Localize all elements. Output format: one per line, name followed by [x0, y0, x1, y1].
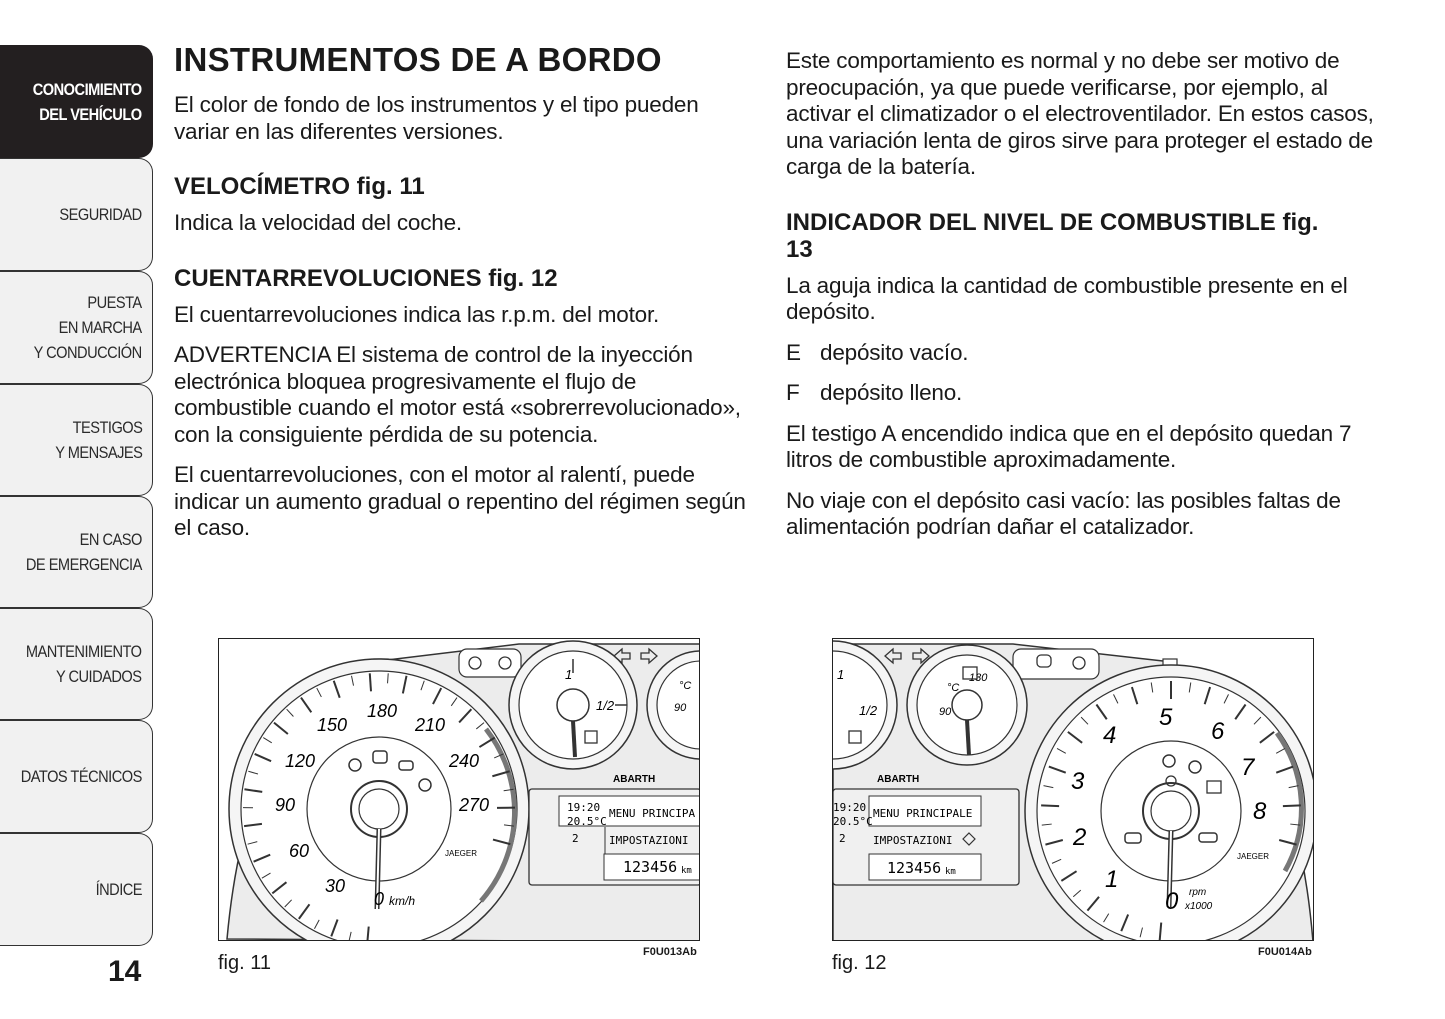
lcd-settings: IMPOSTAZIONI: [609, 834, 689, 847]
brand-logo: ABARTH: [877, 774, 920, 785]
definition-key: E: [786, 339, 801, 365]
speed-label-0: 0: [374, 889, 385, 909]
tab-label: EN CASO DE EMERGENCIA: [26, 530, 143, 574]
tab-en-caso-de-emergencia[interactable]: [0, 496, 153, 608]
temperature-unit: °C: [679, 680, 692, 692]
light-icons-panel: [459, 649, 521, 677]
lcd-time: 19:20: [833, 801, 867, 814]
speed-label-150: 150: [317, 715, 348, 735]
fuel-label-half: 1/2: [596, 698, 615, 713]
left-column: [174, 40, 754, 556]
figure-11-speedometer: [218, 638, 700, 941]
idle-paragraph: El cuentarrevoluciones, con el motor al ralentí, puede indicar un aumento gradual o repentino del régimen según el caso.: [174, 462, 746, 540]
rpm-label-7: 7: [1241, 754, 1255, 781]
lcd-temperature: 20.5°C: [833, 815, 873, 828]
temperature-label-90: 90: [939, 706, 952, 718]
definition-full: [786, 380, 1376, 407]
rpm-multiplier: x1000: [1185, 901, 1213, 912]
speed-unit: km/h: [389, 894, 416, 908]
speed-label-210: 210: [415, 715, 446, 735]
tab-label: SEGURIDAD: [59, 205, 142, 224]
intro-paragraph: El color de fondo de los instrumentos y el tipo pueden variar en las diferentes versiones.: [174, 92, 699, 144]
brand-logo: ABARTH: [613, 774, 656, 785]
dial-tick: [370, 673, 371, 691]
tab-testigos-y-mensajes[interactable]: [0, 384, 153, 496]
right-column: [786, 48, 1376, 555]
dial-tick: [1283, 805, 1301, 806]
tab-label: DATOS TÉCNICOS: [20, 767, 142, 786]
rpm-label-5: 5: [1159, 704, 1173, 731]
rev-counter-heading: CUENTARREVOLUCIONES fig. 12: [174, 264, 558, 292]
temperature-unit: °C: [947, 682, 960, 694]
tab-puesta-en-marcha[interactable]: [0, 271, 153, 384]
temperature-needle: [967, 720, 969, 755]
advice-paragraph: No viaje con el depósito casi vacío: las posibles faltas de alimentación podrían dañar el catalizador.: [786, 487, 1341, 539]
normal-behaviour-paragraph: Este comportamiento es normal y no debe ser motivo de preocupación, ya que puede verificarse, por ejemplo, al activar el climatizador o el electroventilador. En estos casos, una variación lenta de giros sirve para proteger el estado de carga de la batería.: [786, 48, 1374, 179]
figure-12-caption: fig. 12: [832, 952, 887, 974]
figure-11-caption: fig. 11: [218, 952, 271, 974]
rev-counter-text: El cuentarrevoluciones indica las r.p.m. del motor.: [174, 301, 660, 327]
rpm-label-4: 4: [1103, 722, 1117, 749]
lcd-odometer: 123456: [887, 859, 942, 877]
dial-tick: [1041, 805, 1059, 806]
rpm-label-2: 2: [1073, 824, 1087, 851]
temperature-label-90: 90: [674, 702, 687, 714]
speed-label-180: 180: [367, 701, 398, 721]
rpm-label-6: 6: [1211, 718, 1225, 745]
definition-value: depósito lleno.: [820, 380, 963, 405]
tab-label: ÍNDICE: [95, 880, 142, 899]
maker-label: JAEGER: [1237, 852, 1270, 861]
fuel-label-half: 1/2: [859, 703, 878, 718]
rpm-label-0: 0: [1165, 888, 1179, 915]
reserve-lamp-paragraph: El testigo A encendido indica que en el depósito quedan 7 litros de combustible aproximadamente.: [786, 420, 1352, 472]
rpm-label-8: 8: [1253, 798, 1267, 825]
warning-paragraph: ADVERTENCIA El sistema de control de la inyección electrónica bloquea progresivamente el flujo de combustible cuando el motor está «sobrerrevolucionado», con la consiguiente pérdida de su potencia.: [174, 342, 741, 447]
speedometer-illustration: [219, 639, 700, 941]
figure-11-code: F0U013Ab: [643, 946, 697, 958]
lcd-gear: 2: [572, 832, 579, 845]
page-title: INSTRUMENTOS DE A BORDO: [174, 41, 662, 78]
speed-label-240: 240: [449, 751, 480, 771]
fuel-gauge-heading: INDICADOR DEL NIVEL DE COMBUSTIBLE fig. 13: [786, 208, 1319, 263]
figure-12-tachometer: [832, 638, 1314, 941]
tab-datos-tecnicos[interactable]: [0, 720, 153, 833]
definition-empty: [786, 340, 1376, 367]
lcd-menu: MENU PRINCIPALE: [873, 807, 973, 820]
fuel-label-full: 1: [565, 667, 573, 682]
tachometer-illustration: [833, 639, 1314, 941]
speed-label-270: 270: [459, 795, 490, 815]
lcd-menu: MENU PRINCIPA: [609, 807, 696, 820]
speedometer-heading: VELOCÍMETRO fig. 11: [174, 173, 425, 200]
speedometer-text: Indica la velocidad del coche.: [174, 210, 462, 235]
fuel-needle: [573, 721, 575, 757]
lcd-time: 19:20: [567, 801, 601, 814]
lcd-settings: IMPOSTAZIONI: [873, 834, 953, 847]
fuel-label-full: 1: [837, 667, 845, 682]
tab-label: TESTIGOS Y MENSAJES: [54, 418, 142, 462]
speed-label-120: 120: [285, 751, 316, 771]
page-number: 14: [108, 955, 142, 988]
rpm-unit: rpm: [1189, 887, 1207, 898]
definition-value: depósito vacío.: [820, 339, 969, 365]
lcd-odometer: 123456: [623, 858, 678, 876]
speed-label-30: 30: [325, 876, 346, 896]
light-icons-panel: [1013, 649, 1099, 679]
fuel-gauge-text: La aguja indica la cantidad de combustible presente en el depósito.: [786, 272, 1348, 324]
rpm-label-1: 1: [1105, 866, 1119, 893]
figure-12-code: F0U014Ab: [1258, 946, 1312, 958]
lcd-gear: 2: [839, 832, 846, 845]
temperature-label-130: 130: [969, 672, 988, 684]
rpm-label-3: 3: [1071, 768, 1085, 795]
lcd-odometer-unit: km: [945, 867, 956, 877]
lcd-odometer-unit: km: [681, 866, 692, 876]
maker-label: JAEGER: [445, 849, 478, 858]
lcd-temperature: 20.5°C: [567, 815, 607, 828]
dial-tick: [388, 673, 389, 683]
speed-label-90: 90: [275, 795, 296, 815]
tab-indice[interactable]: [0, 833, 153, 946]
tab-conocimiento-del-vehiculo[interactable]: [0, 45, 153, 158]
speed-label-60: 60: [289, 841, 310, 861]
tab-label: CONOCIMIENTO DEL VEHÍCULO: [33, 79, 142, 124]
tab-label: MANTENIMIENTO Y CUIDADOS: [26, 642, 142, 686]
tab-mantenimiento[interactable]: [0, 608, 153, 720]
tab-label: PUESTA EN MARCHA Y CONDUCCIÓN: [33, 293, 142, 362]
tab-seguridad[interactable]: [0, 158, 153, 271]
definition-key: F: [786, 380, 800, 405]
